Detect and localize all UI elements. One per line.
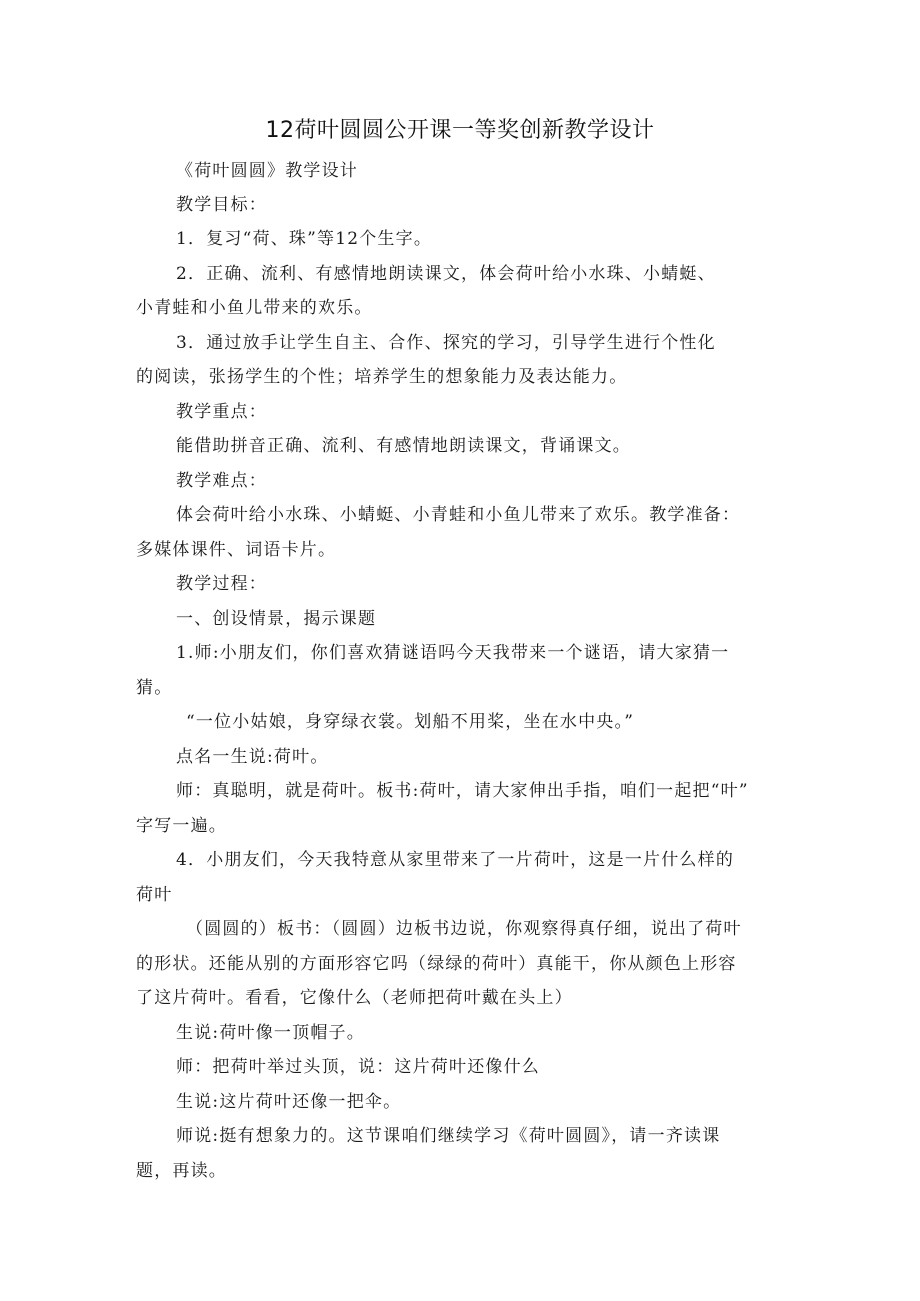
heading-key-points: 教学重点： (176, 402, 267, 422)
paragraph-line: 小青蛙和小鱼儿带来的欢乐。 (136, 298, 373, 318)
paragraph-line: 生说:荷叶像一顶帽子。 (176, 1023, 365, 1043)
paragraph-line: 猜。 (136, 678, 173, 698)
paragraph-line: 题，再读。 (136, 1161, 227, 1181)
paragraph-line: 1.师:小朋友们，你们喜欢猜谜语吗今天我带来一个谜语，请大家猜一 (176, 643, 730, 663)
document-title: 12荷叶圆圆公开课一等奖创新教学设计 (265, 118, 655, 143)
paragraph-line: 点名一生说:荷叶。 (176, 747, 329, 767)
paragraph-line: （圆圆的）板书：（圆圆）边板书边说，你观察得真仔细，说出了荷叶 (186, 919, 742, 939)
paragraph-line: 3．通过放手让学生自主、合作、探究的学习，引导学生进行个性化 (176, 333, 716, 353)
paragraph-line: 生说:这片荷叶还像一把伞。 (176, 1092, 402, 1112)
riddle-quote: “一位小姑娘，身穿绿衣裳。划船不用桨，坐在水中央。” (186, 712, 635, 732)
paragraph-line: 师：把荷叶举过头顶，说：这片荷叶还像什么 (176, 1057, 540, 1077)
paragraph-line: 的阅读，张扬学生的个性；培养学生的想象能力及表达能力。 (136, 367, 628, 387)
paragraph-line: 字写一遍。 (136, 816, 227, 836)
paragraph-line: 师：真聪明，就是荷叶。板书:荷叶，请大家伸出手指，咱们一起把“叶” (176, 781, 749, 801)
heading-process: 教学过程： (176, 574, 267, 594)
paragraph-line: 师说:挺有想象力的。这节课咱们继续学习《荷叶圆圆》，请一齐读课 (176, 1126, 721, 1146)
paragraph-line: 能借助拼音正确、流利、有感情地朗读课文，背诵课文。 (176, 436, 631, 456)
subtitle-line: 《荷叶圆圆》教学设计 (176, 161, 358, 181)
heading-objectives: 教学目标： (176, 195, 267, 215)
paragraph-line: 体会荷叶给小水珠、小蜻蜓、小青蛙和小鱼儿带来了欢乐。教学准备： (176, 505, 741, 525)
paragraph-line: 了这片荷叶。看看，它像什么（老师把荷叶戴在头上） (136, 988, 573, 1008)
paragraph-line: 多媒体课件、词语卡片。 (136, 540, 337, 560)
paragraph-line: 2．正确、流利、有感情地朗读课文，体会荷叶给小水珠、小蜻蜓、 (176, 264, 716, 284)
paragraph-line: 荷叶 (136, 885, 173, 905)
paragraph-line: 4．小朋友们，今天我特意从家里带来了一片荷叶，这是一片什么样的 (176, 850, 735, 870)
paragraph-line: 的形状。还能从别的方面形容它吗（绿绿的荷叶）真能干，你从颜色上形容 (136, 954, 737, 974)
heading-difficulties: 教学难点： (176, 471, 267, 491)
section-heading: 一、创设情景，揭示课题 (176, 609, 377, 629)
paragraph-line: 1．复习“荷、珠”等12个生字。 (176, 229, 433, 249)
